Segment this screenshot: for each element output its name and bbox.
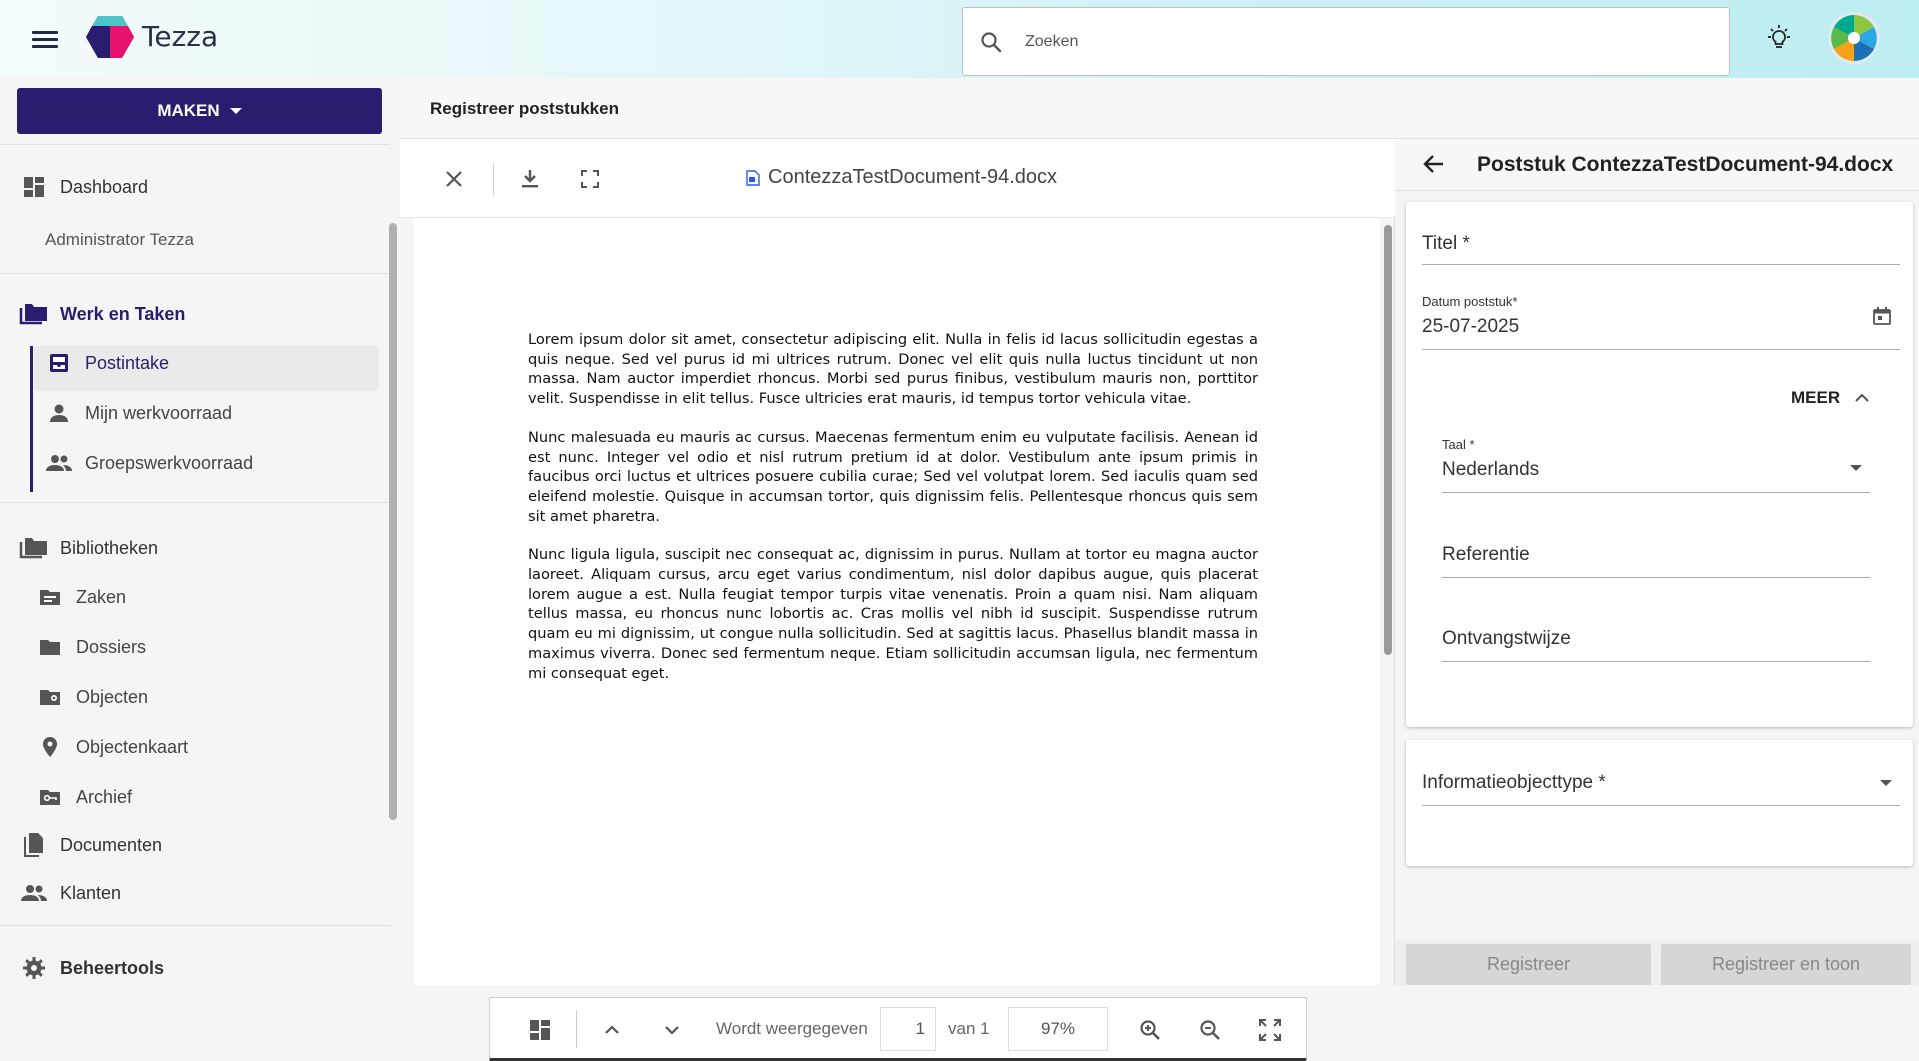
divider xyxy=(0,273,390,274)
date-field-value: 25-07-2025 xyxy=(1422,316,1520,337)
paragraph: Lorem ipsum dolor sit amet, consectetur adipiscing elit. Nulla in felis id lacus sollicitudin egestas a quis neque. Sed vel purus id mi ultrices rutrum. Donec vel elit quis nulla luctus tincidunt ut non massa. Nam auctor imperdiet rhoncus. Morbi sed purus finibus, vestibulum mauris non, porttitor velit. Suspendisse in elit tellus. Fusce ultricies erat mauris, id tempus tortor vehicula vitae. xyxy=(528,331,1258,408)
panel-title: Poststuk ContezzaTestDocument-94.docx xyxy=(1477,153,1894,176)
thumbnails-button[interactable] xyxy=(524,1014,556,1046)
chevron-down-icon xyxy=(1850,465,1862,471)
sidebar-item-label: Dashboard xyxy=(60,176,149,197)
sidebar-item-label: Klanten xyxy=(60,882,122,903)
object-type-card xyxy=(1406,740,1913,866)
sidebar-item-label: Zaken xyxy=(76,586,127,607)
sidebar-item-archive[interactable] xyxy=(36,783,132,811)
receipt-method-field[interactable] xyxy=(1442,618,1870,662)
metadata-card xyxy=(1406,202,1913,727)
zoom-out-icon xyxy=(1198,1018,1222,1042)
chevron-down-icon xyxy=(1880,780,1892,786)
sidebar-item-documents[interactable] xyxy=(20,831,162,859)
object-type-select-label: Informatieobjecttype * xyxy=(1422,772,1606,793)
case-folder-icon xyxy=(36,583,64,611)
gear-icon xyxy=(20,954,48,982)
document-details-panel xyxy=(1395,139,1919,985)
divider xyxy=(0,925,390,926)
receipt-method-field-label: Ontvangstwijze xyxy=(1442,628,1571,649)
document-file-name: ContezzaTestDocument-94.docx xyxy=(768,166,1058,188)
more-toggle-label: MEER xyxy=(1791,388,1841,407)
avatar[interactable] xyxy=(1828,12,1880,64)
document-page xyxy=(414,218,1380,985)
object-type-select[interactable] xyxy=(1422,762,1900,806)
folders-icon xyxy=(20,534,48,562)
close-button[interactable] xyxy=(438,163,470,195)
folder-key-icon xyxy=(36,783,64,811)
page-navigation-toolbar xyxy=(489,997,1307,1061)
dashboard-icon xyxy=(20,173,48,201)
create-button[interactable] xyxy=(17,88,382,134)
fit-page-icon xyxy=(1258,1018,1282,1042)
folder-pin-icon xyxy=(36,683,64,711)
location-pin-icon xyxy=(36,733,64,761)
panel-footer xyxy=(1395,940,1919,985)
zoom-level-input[interactable] xyxy=(1008,1007,1108,1051)
zoom-out-button[interactable] xyxy=(1194,1014,1226,1046)
sidebar-item-label: Documenten xyxy=(60,834,163,855)
top-header xyxy=(0,0,1919,78)
viewer-toolbar xyxy=(400,139,1395,218)
paragraph: Nunc ligula ligula, suscipit nec consequat ac, dignissim in purus. Nullam at tortor eu magna auctor laoreet. Aliquam cursus, arcu eget varius condimentum, nisl dolor dapibus augue, quis placerat lorem augue a est. Nulla feugiat tempor turpis vitae venenatis. Proin a quam nisi. Nam aliquam tellus massa, eu rhoncus nunc lobortis ac. Cras mollis vel nibh id suscipit. Suspendisse rutrum quam eu mi dignissim, ut congue nulla sollicitudin. Sed at sagittis lacus. Phasellus blandit massa in maximus viverra. Donec sed fermentum neque. Etiam sollicitudin accumsan ligula, nec fermentum mi consequat eget. xyxy=(528,546,1258,682)
date-field[interactable] xyxy=(1422,294,1900,350)
sidebar-item-group-workload[interactable] xyxy=(45,449,253,477)
zoom-in-icon xyxy=(1138,1018,1162,1042)
sidebar-item-label: Postintake xyxy=(85,352,170,373)
date-field-label: Datum poststuk* xyxy=(1422,294,1518,309)
language-select-label: Taal * xyxy=(1442,437,1475,452)
menu-icon[interactable] xyxy=(30,28,60,50)
paragraph: Nunc malesuada eu mauris ac cursus. Maecenas fermentum enim eu vulputate facilisis. Aenean id est nunc. Integer vel odio et nisl rutrum pretium id at dolor. Vestibulum ante ipsum primis in faucibus orci luctus et ultrices posuere cubilia curae; Sed vel volutpat lorem. Sed iaculis quam sed eleifend molestie. Quisque in accumsan tortor, quis dignissim felis. Pellentesque rhoncus quis sem sit amet pharetra. xyxy=(528,428,1258,525)
search-box[interactable] xyxy=(962,7,1730,76)
sidebar-item-label: Archief xyxy=(76,786,133,807)
create-button-label: MAKEN xyxy=(157,101,220,120)
more-toggle[interactable] xyxy=(1791,388,1870,408)
search-icon xyxy=(979,30,1003,54)
register-and-show-button[interactable]: Registreer en toon xyxy=(1661,944,1911,985)
document-title xyxy=(746,166,1057,189)
sidebar-item-my-workload[interactable] xyxy=(45,399,232,427)
language-select[interactable] xyxy=(1442,437,1870,493)
previous-page-button[interactable] xyxy=(596,1014,628,1046)
sidebar-item-libraries[interactable] xyxy=(20,534,158,562)
page-title: Registreer poststukken xyxy=(430,99,619,118)
page-count-label: van 1 xyxy=(948,1019,990,1038)
register-button[interactable]: Registreer xyxy=(1406,944,1651,985)
next-page-button[interactable] xyxy=(656,1014,688,1046)
sidebar xyxy=(0,78,400,985)
document-content xyxy=(528,330,1258,702)
download-icon xyxy=(519,168,541,190)
fullscreen-button[interactable] xyxy=(574,163,606,195)
thumbnails-icon xyxy=(528,1018,552,1042)
sidebar-item-label: Dossiers xyxy=(76,636,147,657)
close-icon xyxy=(444,169,464,189)
folder-icon xyxy=(36,633,64,661)
group-icon xyxy=(45,449,73,477)
toolbar-divider xyxy=(576,1010,577,1048)
toolbar-divider xyxy=(493,163,494,195)
panel-header xyxy=(1395,139,1919,191)
sidebar-item-label: Bibliotheken xyxy=(60,537,159,558)
reference-field-label: Referentie xyxy=(1442,544,1530,565)
sidebar-item-dossiers[interactable] xyxy=(36,633,146,661)
chevron-up-icon xyxy=(603,1021,621,1039)
active-indicator xyxy=(30,346,33,492)
fullscreen-icon xyxy=(580,169,600,189)
sidebar-item-admin-tools[interactable] xyxy=(20,954,164,982)
calendar-icon[interactable] xyxy=(1872,306,1892,326)
chevron-up-icon xyxy=(1854,390,1870,406)
inbox-icon xyxy=(45,349,73,377)
sidebar-item-cases[interactable] xyxy=(36,583,126,611)
sidebar-item-dashboard[interactable] xyxy=(20,173,148,201)
document-scrollbar[interactable] xyxy=(1384,225,1392,655)
documents-icon xyxy=(20,831,48,859)
page-title-bar xyxy=(400,78,1919,139)
search-input[interactable] xyxy=(1025,26,1705,58)
divider xyxy=(0,502,390,503)
sidebar-item-work-and-tasks[interactable] xyxy=(20,300,185,328)
lightbulb-icon[interactable] xyxy=(1764,23,1794,53)
sidebar-item-objects[interactable] xyxy=(36,683,148,711)
arrow-back-icon[interactable] xyxy=(1421,151,1447,177)
app-name: Tezza xyxy=(142,20,219,53)
download-button[interactable] xyxy=(514,163,546,195)
sidebar-item-postintake[interactable] xyxy=(45,349,169,377)
folders-icon xyxy=(20,300,48,328)
title-field-label: Titel * xyxy=(1422,233,1470,254)
reference-field[interactable] xyxy=(1442,534,1870,578)
divider xyxy=(0,144,390,145)
sidebar-item-clients[interactable] xyxy=(20,879,121,907)
language-select-value: Nederlands xyxy=(1442,459,1540,480)
word-file-icon xyxy=(746,170,760,186)
user-name: Administrator Tezza xyxy=(45,230,194,249)
main-area xyxy=(400,78,1919,1038)
sidebar-item-label: Objecten xyxy=(76,686,149,707)
sidebar-item-label: Werk en Taken xyxy=(60,303,186,324)
chevron-down-icon xyxy=(663,1021,681,1039)
group-icon xyxy=(20,879,48,907)
person-icon xyxy=(45,399,73,427)
fit-page-button[interactable] xyxy=(1254,1014,1286,1046)
tezza-logo xyxy=(84,14,136,60)
sidebar-item-label: Beheertools xyxy=(60,957,165,978)
showing-label: Wordt weergegeven xyxy=(716,1019,868,1038)
sidebar-scrollbar[interactable] xyxy=(389,223,397,820)
title-field[interactable] xyxy=(1422,232,1900,265)
sidebar-item-object-map[interactable] xyxy=(36,733,188,761)
page-number-input[interactable] xyxy=(880,1007,936,1051)
sidebar-item-label: Groepswerkvoorraad xyxy=(85,452,254,473)
zoom-in-button[interactable] xyxy=(1134,1014,1166,1046)
document-viewer xyxy=(400,139,1395,1038)
sidebar-item-label: Mijn werkvoorraad xyxy=(85,402,233,423)
caret-down-icon xyxy=(230,108,242,114)
sidebar-item-label: Objectenkaart xyxy=(76,736,189,757)
